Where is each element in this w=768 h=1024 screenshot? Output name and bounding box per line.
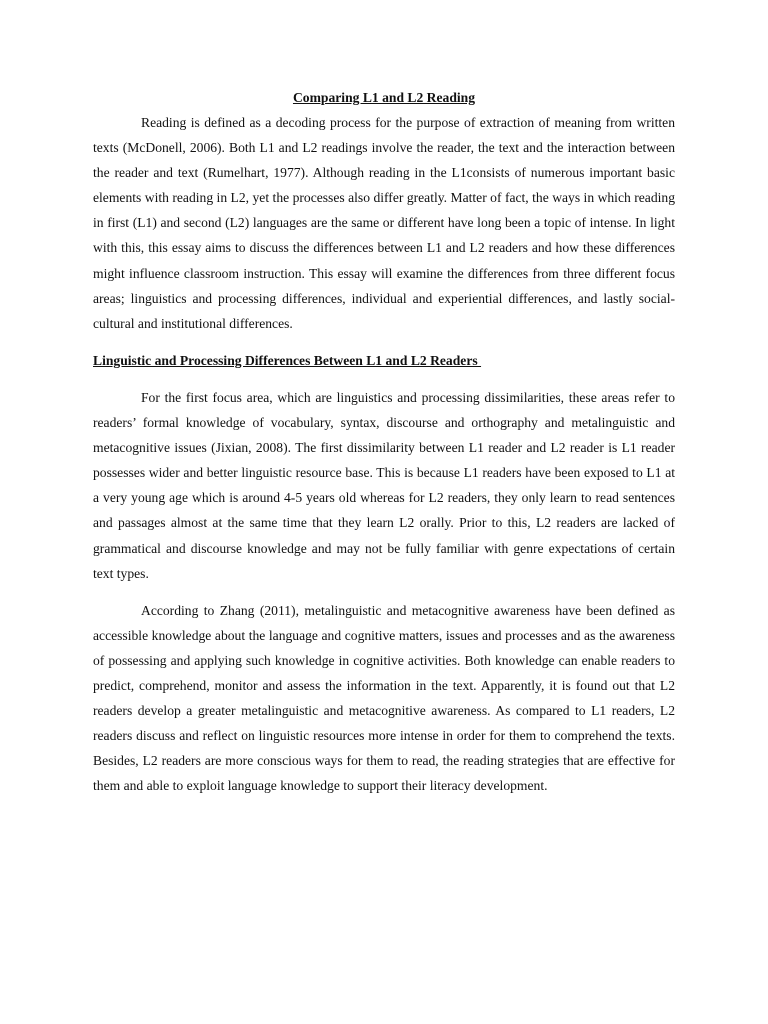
section-paragraph-2: According to Zhang (2011), metalinguistic and metacognitive awareness have been defined as accessible knowledge about the language and cognitive matters, issues and processes and as the awareness of possessing and applying such knowledge in cognitive activities. Both knowledge can enable readers to predict, comprehend, monitor and assess the information in the text. Apparently, it is found out that L2 readers develop a greater metalinguistic and metacognitive awareness. As compared to L1 readers, L2 readers discuss and reflect on linguistic resources more intense in order for them to comprehend the texts. Besides, L2 readers are more conscious ways for them to read, the reading strategies that are effective for them and able to exploit language knowledge to support their literacy development.	[93, 602, 675, 794]
document-page	[93, 85, 675, 798]
section-paragraph-1: For the first focus area, which are linguistics and processing dissimilarities, these areas refer to readers’ formal knowledge of vocabulary, syntax, discourse and orthography and metalinguistic and metacognitive issues (Jixian, 2008). The first dissimilarity between L1 reader and L2 reader is L1 reader possesses wider and better linguistic resource base. This is because L1 readers have been exposed to L1 at a very young age which is around 4-5 years old whereas for L2 readers, they only learn to read sentences and passages almost at the same time that they learn L2 orally. Prior to this, L2 readers are lacked of grammatical and discourse knowledge and may not be fully familiar with genre expectations of certain text types.	[93, 389, 675, 581]
section-heading: Linguistic and Processing Differences Between L1 and L2 Readers	[93, 352, 482, 368]
spacer	[93, 373, 675, 385]
document-title: Comparing L1 and L2 Reading	[292, 90, 476, 105]
spacer	[93, 586, 675, 598]
intro-paragraph: Reading is defined as a decoding process for the purpose of extraction of meaning from written texts (McDonell, 2006). Both L1 and L2 readings involve the reader, the text and the interaction between the reader and text (Rumelhart, 1977). Although reading in the L1consists of numerous important basic elements with reading in L2, yet the processes also differ greatly. Matter of fact, the ways in which reading in first (L1) and second (L2) languages are the same or different have long been a topic of intense. In light with this, this essay aims to discuss the differences between L1 and L2 readers and how these differences might influence classroom instruction. This essay will examine the differences from three different focus areas; linguistics and processing differences, individual and experiential differences, and lastly social-cultural and institutional differences.	[93, 115, 675, 331]
spacer	[93, 336, 675, 348]
